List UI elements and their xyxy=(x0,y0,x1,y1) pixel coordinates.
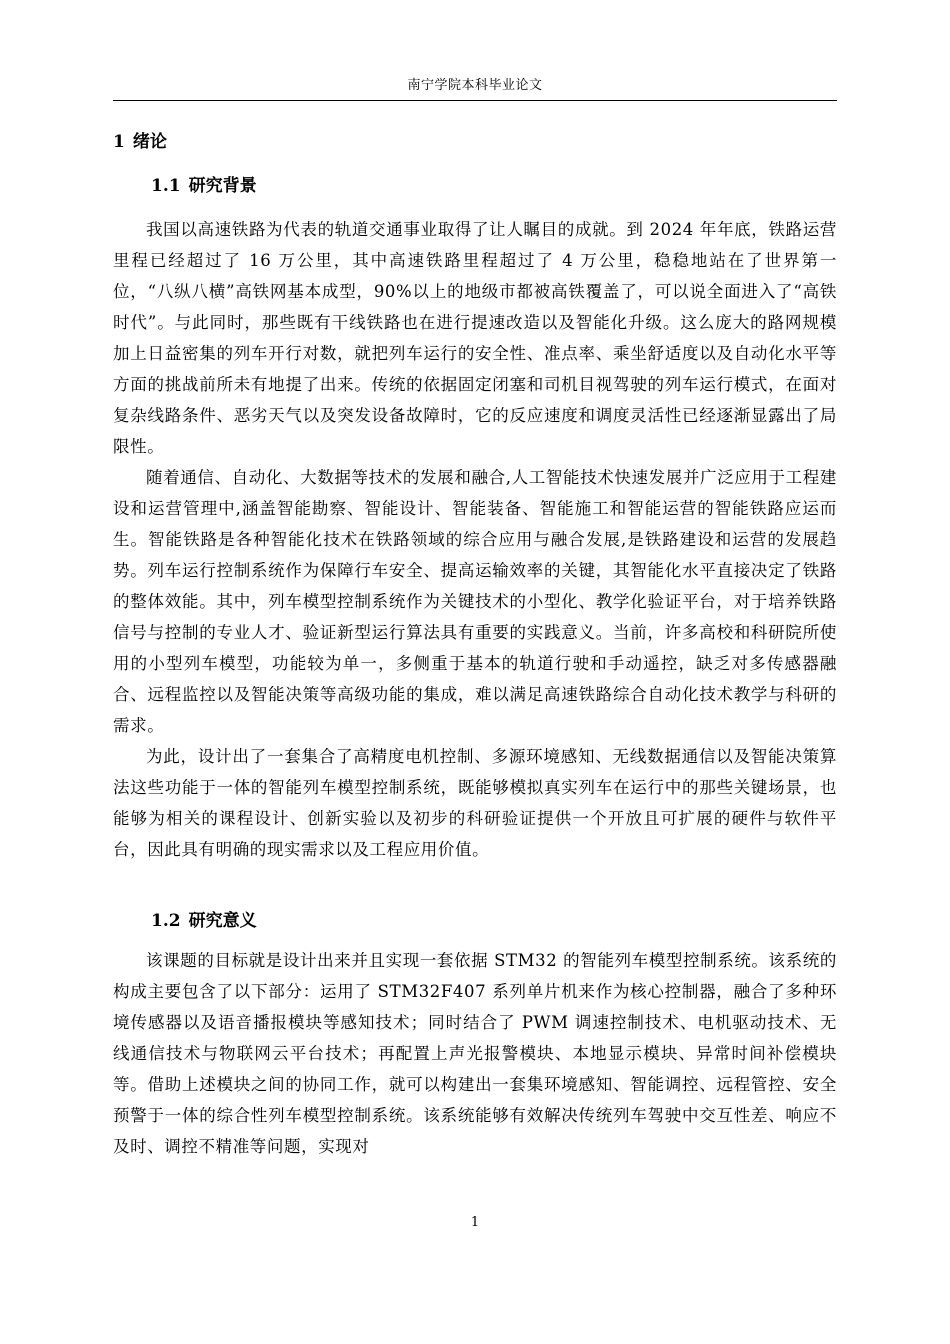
paragraph-background-2: 随着通信、自动化、大数据等技术的发展和融合,人工智能技术快速发展并广泛应用于工程建设和运营管理中,涵盖智能勘察、智能设计、智能装备、智能施工和智能运营的智能铁路应运而生。智能铁路是各种智能化技术在铁路领域的综合应用与融合发展,是铁路建设和运营的发展趋势。列车运行控制系统作为保障行车安全、提高运输效率的关键，其智能化水平直接决定了铁路的整体效能。其中，列车模型控制系统作为关键技术的小型化、教学化验证平台，对于培养铁路信号与控制的专业人才、验证新型运行算法具有重要的实践意义。当前，许多高校和科研院所使用的小型列车模型，功能较为单一，多侧重于基本的轨道行驶和手动遥控，缺乏对多传感器融合、远程监控以及智能决策等高级功能的集成，难以满足高速铁路综合自动化技术教学与科研的需求。 xyxy=(113,468,837,735)
chapter-number: 1 xyxy=(113,132,125,152)
running-header: 南宁学院本科毕业论文 xyxy=(407,78,543,93)
section-title: 研究背景 xyxy=(188,176,257,196)
paragraph-background-3: 为此，设计出了一套集合了高精度电机控制、多源环境感知、无线数据通信以及智能决策算法这些功能于一体的智能列车模型控制系统，既能够模拟真实列车在运行中的那些关键场景，也能够为相关的课程设计、创新实验以及初步的科研验证提供一个开放且可扩展的硬件与软件平台，因此具有明确的现实需求以及工程应用价值。 xyxy=(113,747,837,859)
paragraph-background-1: 我国以高速铁路为代表的轨道交通事业取得了让人瞩目的成就。到 2024 年年底，铁路运营里程已经超过了 16 万公里，其中高速铁路里程超过了 4 万公里，稳稳地站在了世界第一位，“八纵八横”高铁网基本成型，90%以上的地级市都被高铁覆盖了，可以说全面进入了“高铁时代”。与此同时，那些既有干线铁路也在进行提速改造以及智能化升级。这么庞大的路网规模加上日益密集的列车开行对数，就把列车运行的安全性、准点率、乘坐舒适度以及自动化水平等方面的挑战前所未有地提了出来。传统的依据固定闭塞和司机目视驾驶的列车运行模式，在面对复杂线路条件、恶劣天气以及突发设备故障时，它的反应速度和调度灵活性已经逐渐显露出了局限性。 xyxy=(113,220,837,456)
section-number: 1.2 xyxy=(151,911,181,931)
page-number: 1 xyxy=(470,1215,480,1230)
section-heading-1-2 xyxy=(113,905,837,937)
section-number: 1.1 xyxy=(151,176,181,196)
chapter-title: 绪论 xyxy=(132,132,167,152)
chapter-heading xyxy=(113,126,837,158)
page-content xyxy=(113,126,837,1162)
header-rule xyxy=(113,100,837,101)
section-title: 研究意义 xyxy=(188,911,257,931)
paragraph-significance-1: 该课题的目标就是设计出来并且实现一套依据 STM32 的智能列车模型控制系统。该系统的构成主要包含了以下部分：运用了 STM32F407 系列单片机来作为核心控制器，融合了多种环境传感器以及语音播报模块等感知技术；同时结合了 PWM 调速控制技术、电机驱动技术、无线通信技术与物联网云平台技术；再配置上声光报警模块、本地显示模块、异常时间补偿模块等。借助上述模块之间的协同工作，就可以构建出一套集环境感知、智能调控、远程管控、安全预警于一体的综合性列车模型控制系统。该系统能够有效解决传统列车驾驶中交互性差、响应不及时、调控不精准等问题，实现对 xyxy=(113,951,837,1156)
section-heading-1-1 xyxy=(113,170,837,202)
